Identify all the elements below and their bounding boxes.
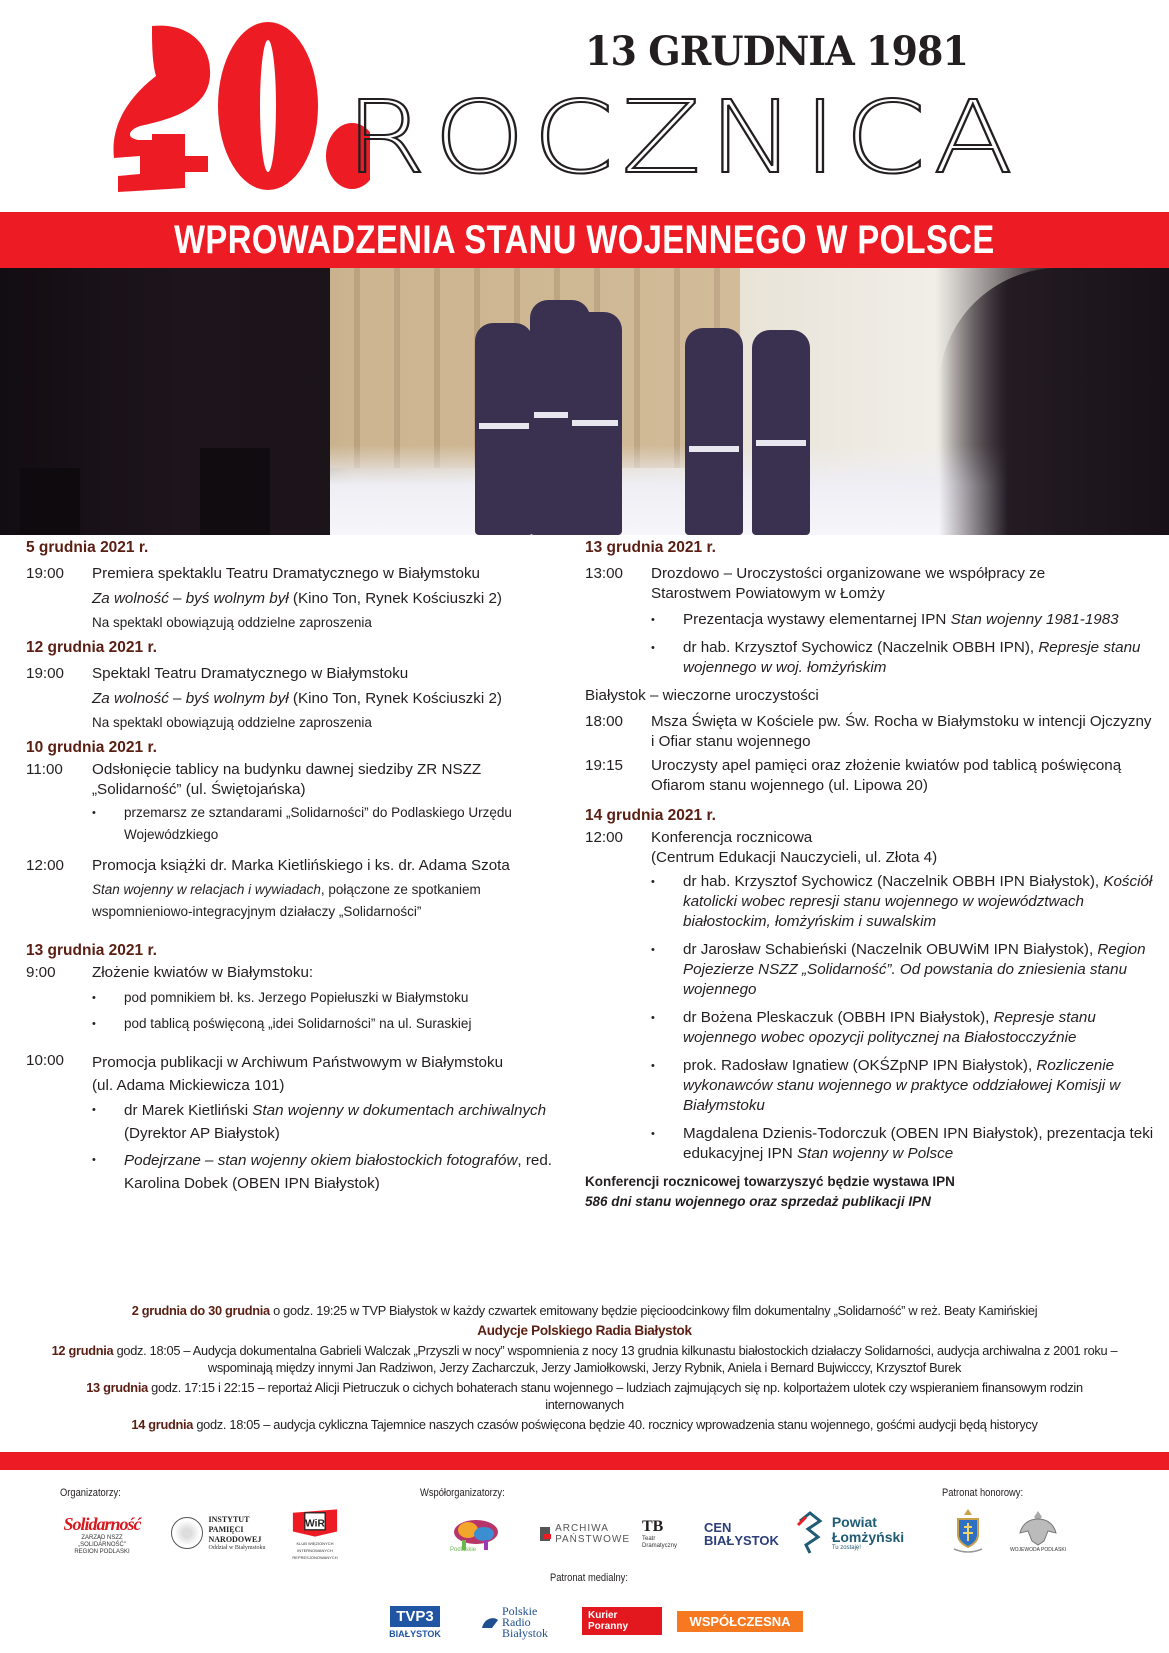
broadcast-date: 13 grudnia [86,1380,148,1395]
event-note: Na spektakl obowiązują oddzielne zaproszenia [92,615,372,630]
event-item [585,828,1155,1168]
svg-text:Podlaskie: Podlaskie [450,1547,477,1552]
logo-archdiocese[interactable] [948,1506,988,1554]
speaker-name: dr Bożena Pleskaczuk (OBBH IPN Białystok), [683,1009,994,1026]
logo-text: BIAŁYSTOK [704,1533,779,1548]
logo-wir[interactable] [280,1506,350,1561]
broadcast-text: godz. 18:05 – Audycja dokumentalna Gabrieli Walczak „Przyszli w nocy” wspomnienia z nocy 13 grudnia kilkunastu białostockich działaczy Solidarności, audycja archiwalna z 2001 roku – wspominają między innymi Jan Radziwon, Jerzy Zacharczuk, Jerzy Jamiołkowski, Jerzy Rybnik, Aniela i Bernard Bujwicccy, Krzysztof Burek [113,1343,1118,1375]
event-play-title: Za wolność – byś wolnym był [92,590,289,607]
event-item [585,712,1155,752]
logo-text: Kurier Poranny [582,1607,662,1635]
event-bullets [92,1099,571,1195]
lecture-title: Represje stanu wojennego w woj. łomżyńskim [683,639,1141,676]
radio-broadcast [20,1342,1149,1376]
logo-caption: KLUB WIĘZIONYCH INTERNOWANYCH REPRESJONOWANYCH [292,1541,338,1560]
event-title: Złożenie kwiatów w Białymstoku: [92,964,314,981]
footer-divider-band [0,1452,1169,1470]
logo-text: NARODOWEJ [208,1534,262,1544]
tv-broadcast [20,1302,1149,1319]
logo-text: Powiat [831,1513,877,1530]
speaker-name: dr Marek Kietliński [124,1102,253,1119]
theatre-mark-icon: TB [642,1518,664,1535]
event-title: Uroczysty apel pamięci oraz złożenie kwiatów pod tablicą poświęconą Ofiarom stanu wojennego (ul. Lipowa 20) [651,757,1122,794]
logo-kurier-poranny[interactable] [582,1612,662,1630]
bullet-item [651,638,1155,678]
bullet-item: • pod tablicą poświęconą „idei Solidarności” na ul. Suraskiej [92,1013,571,1035]
speaker-name: dr hab. Krzysztof Sychowicz (Naczelnik OBBH IPN Białystok), [683,873,1104,890]
speaker-item [651,1124,1155,1164]
event-time: 12:00 [26,857,65,874]
radio-broadcast [20,1379,1149,1413]
event-item [585,756,1155,796]
stork-icon [796,1511,824,1555]
event-item [26,664,571,734]
broadcast-date: 2 grudnia do 30 grudnia [131,1303,270,1318]
event-time: 19:00 [26,665,65,682]
speaker-item [651,1008,1155,1048]
honorary-patronage-label: Patronat honorowy: [942,1487,1024,1499]
logo-text: BIAŁYSTOK [389,1629,441,1639]
event-item [26,856,571,923]
eagle-seal-icon [171,1517,203,1549]
coorganizers-label: Współorganizatorzy: [420,1487,505,1499]
lecture-title: Represje stanu wojennego wobec opozycji politycznej na Białostocczyźnie [683,1009,1096,1046]
broadcast-date: 14 grudnia [131,1417,194,1432]
logo-wspolczesna[interactable] [684,1610,796,1632]
bullet-item: • pod pomnikiem bł. ks. Jerzego Popiełuszki w Białymstoku [92,987,571,1009]
broadcast-text: godz. 17:15 i 22:15 – reportaż Alicji Pietruczuk o cichych bohaterach stanu wojennego – ludziach zajmujących się np. kolportażem ulotek czy wspieraniem finansowym rodzin internowanych [147,1380,1083,1412]
event-bullets [651,610,1155,678]
logo-polskie-radio-bialystok[interactable] [478,1600,550,1644]
event-title: Drozdowo – Uroczystości organizowane we współpracy ze Starostwem Powiatowym w Łomży [651,565,1046,602]
speaker-name: dr Jarosław Schabieński (Naczelnik OBUWiM IPN Białystok), [683,941,1098,958]
bullet-item [651,610,1155,630]
logo-text: Polskie [501,1603,538,1618]
logo-text: Dramatyczny [642,1543,678,1549]
book-title: Stan wojenny w relacjach i wywiadach [92,882,321,897]
event-place: (Kino Ton, Rynek Kościuszki 2) [288,590,502,607]
photo-foreground-leg [200,448,270,535]
photo-soldier [568,312,622,535]
bison-mosaic-icon [448,1516,502,1552]
event-title: Promocja publikacji w Archiwum Państwowym w Białymstoku (ul. Adama Mickiewicza 101) [92,1054,504,1094]
logo-text: CEN [704,1520,732,1535]
logo-solidarnosc[interactable] [62,1510,142,1560]
broadcast-text: o godz. 19:25 w TVP Białystok w każdy czwartek emitowany będzie pięcioodcinkowy film dokumentalny „Solidarność” w reż. Beaty Kamińskiej [269,1303,1038,1318]
logo-text: PAMIĘCI [208,1524,244,1534]
day-heading: 13 grudnia 2021 r. [585,539,716,556]
logo-text: Radio [501,1614,531,1629]
logo-text: INSTYTUT [208,1514,250,1524]
header-anniversary-word: ROCZNICA [345,79,1021,196]
tvp3-wordmark: TVP3 [390,1606,440,1627]
broadcast-section [20,1302,1149,1436]
exhibition-note: Konferencji rocznicowej towarzyszyć będzie wystawa IPN [585,1174,955,1189]
radio-mark-icon [480,1614,500,1630]
photo-soldier [685,328,743,535]
banner-title: WPROWADZENIA STANU WOJENNEGO W POLSCE [174,217,995,262]
photo-soldier [752,330,810,535]
speaker-affiliation: , red. Karolina Dobek (OBEN IPN Białystok) [124,1152,553,1192]
logo-text: Łomżyński [831,1528,905,1545]
event-time: 13:00 [585,565,624,582]
lecture-title: Region Pojezierze NSZZ „Solidarność”. Od powstania do zniesienia stanu wojennego [683,941,1146,998]
speaker-item [651,872,1155,932]
event-item [26,564,571,634]
photo-foreground-leg [20,468,80,535]
speaker-list [651,872,1155,1164]
event-bullets [92,987,571,1035]
event-bullets [92,802,571,846]
speaker-name: dr hab. Krzysztof Sychowicz (Naczelnik OBBH IPN), [683,639,1039,656]
anniversary-number-40 [100,6,370,196]
logo-cen-bialystok[interactable] [704,1516,784,1552]
coat-of-arms-icon [950,1507,986,1553]
exhibition-title: Stan wojenny 1981-1983 [950,611,1119,628]
publication-title: Podejrzane – stan wojenny okiem białostockich fotografów [124,1152,518,1169]
speaker-item [651,940,1155,1000]
logo-text: Białystok [501,1625,548,1640]
archives-square-icon [540,1527,550,1541]
bullet-item [92,1099,571,1145]
logo-text: Teatr [642,1536,656,1542]
logo-text: ARCHIWA [555,1523,609,1534]
logo-archiwa-panstwowe[interactable] [540,1516,630,1552]
radio-broadcast [20,1416,1149,1433]
day-heading: 12 grudnia 2021 r. [26,639,157,656]
bullet-item: • przemarsz ze sztandarami „Solidarności” do Podlaskiego Urzędu Wojewódzkiego [92,802,571,846]
schedule-left-column [26,538,571,1203]
exhibition-note: 586 dni stanu wojennego oraz sprzedaż publikacji IPN [585,1194,931,1209]
logo-wojewoda-podlaski[interactable] [1008,1504,1068,1556]
event-time: 19:00 [26,565,65,582]
event-time: 9:00 [26,964,56,981]
logo-tvp3-bialystok[interactable] [382,1600,448,1645]
speaker-affiliation: (Dyrektor AP Białystok) [124,1125,280,1142]
event-item [26,760,571,850]
event-time: 12:00 [585,829,624,846]
event-item [26,963,571,1039]
event-time: 19:15 [585,757,624,774]
speaker-name: prok. Radosław Ignatiew (OKŚZpNP IPN Białystok), [683,1057,1037,1074]
speaker-item [651,1056,1155,1116]
logo-caption: REGION PODLASKI [74,1549,130,1555]
logo-ipn[interactable] [168,1512,268,1554]
lecture-title: Stan wojenny w Polsce [796,1145,954,1162]
archival-photo [0,268,1169,535]
logo-tagline: Tu zostaję! [831,1544,861,1551]
radio-section-title: Audycje Polskiego Radia Białystok [477,1323,692,1338]
header-date: 13 GRUDNIA 1981 [585,28,968,75]
event-title: Promocja książki dr. Marka Kietlińskiego i ks. dr. Adama Szota [92,857,510,874]
logo-text: WSPÓŁCZESNA [677,1611,802,1632]
media-patronage-label: Patronat medialny: [550,1572,628,1584]
title-banner [0,212,1169,268]
wir-flag-icon [285,1506,345,1540]
event-note: Na spektakl obowiązują oddzielne zaproszenia [92,715,372,730]
logo-powiat-lomzynski[interactable] [795,1510,905,1556]
solidarnosc-wordmark: Solidarność [63,1514,141,1534]
event-title: Odsłonięcie tablicy na budynku dawnej siedziby ZR NSZZ „Solidarność” (ul. Świętojańska) [92,761,482,798]
event-play-title: Za wolność – byś wolnym był [92,690,289,707]
event-title: Spektakl Teatru Dramatycznego w Białymstoku [92,665,409,682]
day-heading: 5 grudnia 2021 r. [26,539,149,556]
broadcast-text: godz. 18:05 – audycja cykliczna Tajemnice naszych czasów poświęcona będzie 40. rocznicy wprowadzenia stanu wojennego, gośćmi audycji będą historycy [193,1417,1038,1432]
event-item [585,564,1155,682]
photo-soldier [475,323,533,535]
broadcast-date: 12 grudnia [51,1343,114,1358]
event-place: (Centrum Edukacji Nauczycieli, ul. Złota 4) [651,849,938,866]
day-heading: 14 grudnia 2021 r. [585,807,716,824]
bullet-item [92,1149,571,1195]
event-time: 10:00 [26,1052,65,1069]
section-subheading: Białystok – wieczorne uroczystości [585,687,819,704]
logo-caption: WOJEWODA PODLASKI [1009,1546,1067,1553]
publication-title: Stan wojenny w dokumentach archiwalnych [252,1102,547,1119]
bullet-text: Prezentacja wystawy elementarnej IPN [683,611,951,628]
speaker-name: Magdalena Dzienis-Todorczuk (OBEN IPN Białystok), prezentacja teki edukacyjnej IPN [683,1125,1154,1162]
logo-caption: Oddział w Białymstoku [208,1544,266,1551]
event-time: 11:00 [26,761,63,778]
lecture-title: Rozliczenie wykonawców stanu wojennego w praktyce oddziałowej Komisji w Białymstoku [683,1057,1121,1114]
polish-eagle-icon [1018,1507,1058,1547]
event-title: Konferencja rocznicowa [651,829,813,846]
event-title: Premiera spektaklu Teatru Dramatycznego w Białymstoku [92,565,480,582]
logo-text: PAŃSTWOWE [555,1534,630,1545]
event-title: Msza Święta w Kościele pw. Św. Rocha w Białymstoku w intencji Ojczyzny i Ofiar stanu wojennego [651,713,1152,750]
event-time: 18:00 [585,713,624,730]
poster-header [0,0,1169,212]
logo-podlaskie[interactable] [448,1514,502,1554]
logo-teatr-dramatyczny[interactable] [642,1508,692,1560]
logo-caption: ZARZĄD NSZZ „SOLIDARNOŚĆ” [78,1535,126,1548]
schedule-right-column [585,538,1155,1212]
lecture-title: Kościół katolicki wobec represji stanu wojennego w województwach białostockim, łomżyńskim i suwalskim [683,873,1153,930]
event-item [26,1051,571,1199]
event-description: , połączone ze spotkaniem wspomnieniowo-integracyjnym działaczy „Solidarności” [92,882,481,919]
organizers-label: Organizatorzy: [60,1487,121,1499]
svg-text:WiR: WiR [305,1518,325,1530]
day-heading: 13 grudnia 2021 r. [26,942,157,959]
photo-foreground-figure [939,268,1169,535]
event-place: (Kino Ton, Rynek Kościuszki 2) [288,690,502,707]
day-heading: 10 grudnia 2021 r. [26,739,157,756]
